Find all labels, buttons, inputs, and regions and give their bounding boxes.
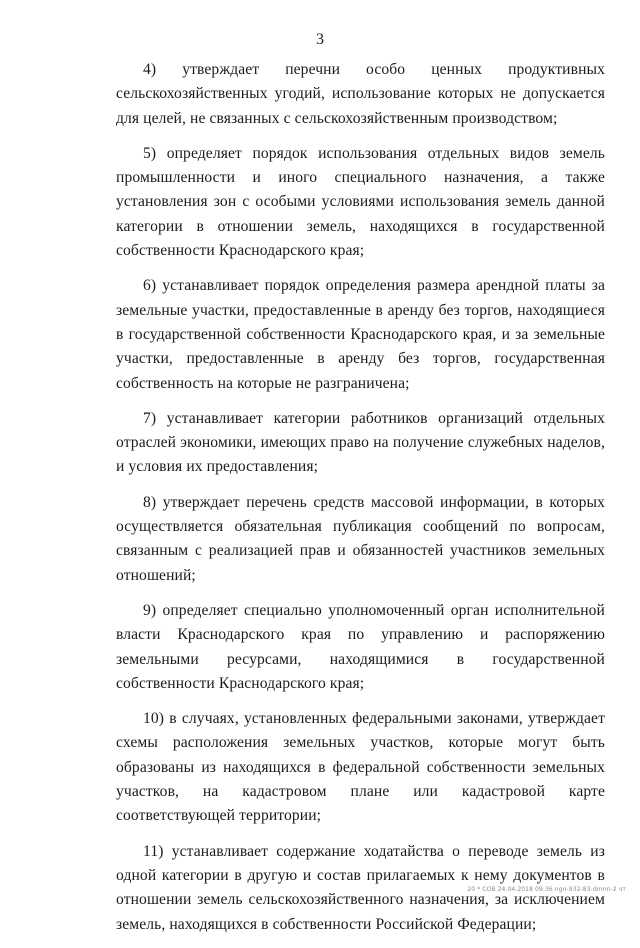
list-item-11: 11) устанавливает содержание ходатайства о переводе земель из одной категории в другую и состав прилагаемых к нему документов в отношении земель сельскохозяйственного назначения, за исключением земель, находящихся в собственности Российской Федерации; bbox=[116, 842, 605, 933]
document-footer-stamp: 20 * СОВ 24.04.2018 09:36 ngn-932-83-dmnn-2 чт bbox=[467, 886, 626, 893]
list-item-4: 4) утверждает перечни особо ценных продуктивных сельскохозяйственных угодий, использование которых не допускается для целей, не связанных с сельскохозяйственным производством; bbox=[116, 61, 605, 127]
document-body bbox=[116, 58, 605, 948]
list-item-7: 7) устанавливает категории работников организаций отдельных отраслей экономики, имеющих право на получение служебных наделов, и условия их предоставления; bbox=[116, 409, 605, 476]
list-item-6: 6) устанавливает порядок определения размера арендной платы за земельные участки, предоставленные в аренду без торгов, находящиеся в государственной собственности Краснодарского края, и за земельные участки, предоставленные в аренду без торгов, государственная собственность на которые не разграничена; bbox=[116, 277, 605, 392]
list-item-10: 10) в случаях, установленных федеральными законами, утверждает схемы расположения земельных участков, которые могут быть образованы из находящихся в федеральной собственности земельных участков, на кадастровом плане или кадастровой карте соответствующей территории; bbox=[116, 710, 605, 825]
list-item-5: 5) определяет порядок использования отдельных видов земель промышленности и иного специального назначения, а также установления зон с особыми условиями использования земель данной категории в отношении земель, находящихся в государственной собственности Краснодарского края; bbox=[116, 144, 605, 260]
list-item-8: 8) утверждает перечень средств массовой информации, в которых осуществляется обязательная публикация сообщений по вопросам, связанным с реализацией прав и обязанностей участников земельных отношений; bbox=[116, 493, 605, 584]
list-item-9: 9) определяет специально уполномоченный орган исполнительной власти Краснодарского края по управлению и распоряжению земельными ресурсами, находящимися в государственной собственности Краснодарского края; bbox=[116, 601, 605, 692]
page-number: 3 bbox=[316, 31, 324, 48]
